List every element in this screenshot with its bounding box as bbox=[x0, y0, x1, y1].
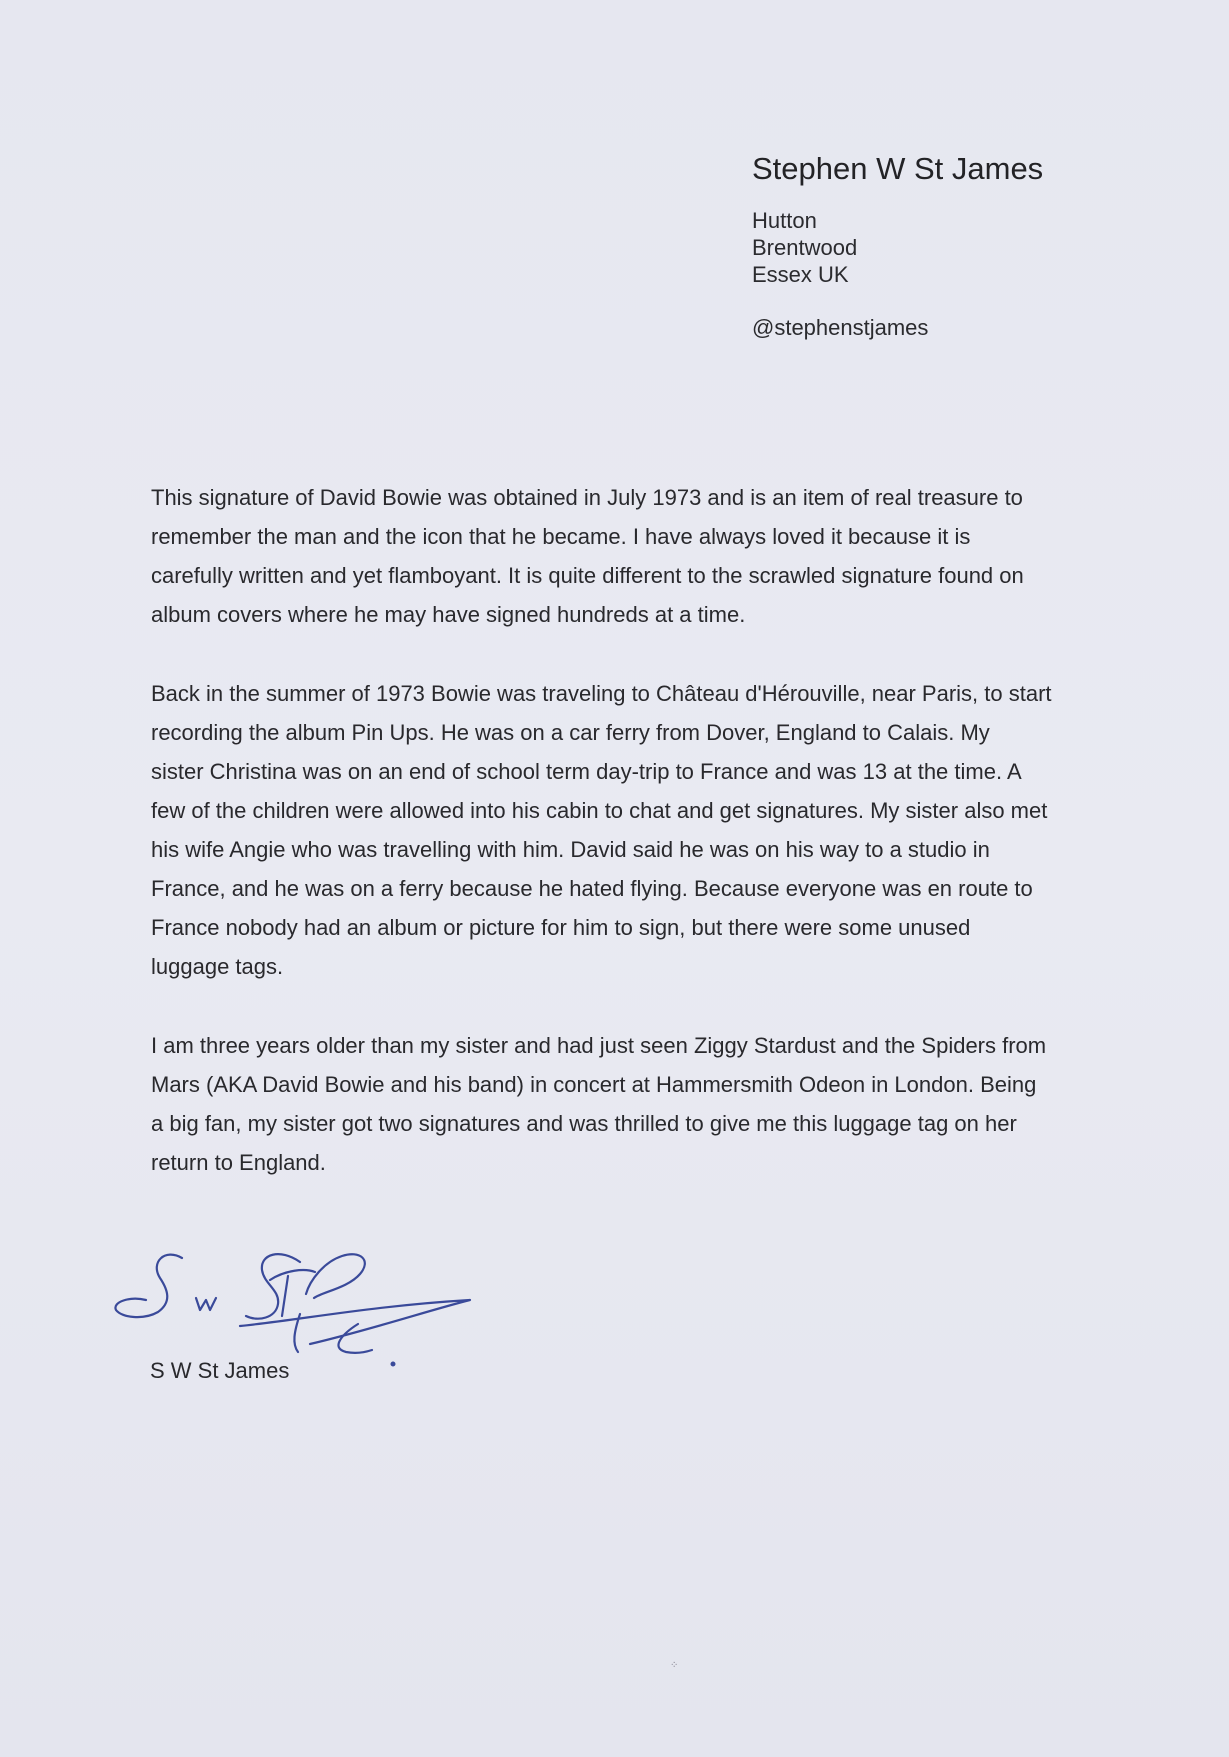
letterhead bbox=[752, 150, 1172, 341]
sender-address bbox=[752, 207, 1172, 288]
address-line-county: Essex UK bbox=[752, 262, 849, 288]
paragraph-line: his wife Angie who was travelling with him. David said he was on his way to a studio in bbox=[151, 837, 990, 862]
paragraph-line: return to England. bbox=[151, 1150, 326, 1175]
paragraph-line: few of the children were allowed into his cabin to chat and get signatures. My sister also met bbox=[151, 798, 1048, 823]
paragraph-line: sister Christina was on an end of school term day-trip to France and was 13 at the time. A bbox=[151, 759, 1022, 784]
paragraph-line: Back in the summer of 1973 Bowie was traveling to Château d'Hérouville, near Paris, to start bbox=[151, 681, 1052, 706]
paragraph-line: This signature of David Bowie was obtained in July 1973 and is an item of real treasure to bbox=[151, 485, 1023, 510]
printed-signatory-name: S W St James bbox=[150, 1358, 290, 1383]
address-line-city: Brentwood bbox=[752, 235, 858, 261]
paragraph-line: Mars (AKA David Bowie and his band) in concert at Hammersmith Odeon in London. Being bbox=[151, 1072, 1037, 1097]
paragraph-line: carefully written and yet flamboyant. It is quite different to the scrawled signature found on bbox=[151, 563, 1024, 588]
social-handle: @stephenstjames bbox=[752, 315, 929, 341]
address-line-town: Hutton bbox=[752, 208, 817, 234]
paragraph-line: album covers where he may have signed hundreds at a time. bbox=[151, 602, 746, 627]
paragraph-3 bbox=[151, 1026, 1111, 1182]
sender-name: Stephen W St James bbox=[752, 151, 1044, 186]
letter-body bbox=[151, 478, 1111, 1222]
paragraph-1 bbox=[151, 478, 1111, 634]
paragraph-line: I am three years older than my sister and had just seen Ziggy Stardust and the Spiders from bbox=[151, 1033, 1047, 1058]
paragraph-line: luggage tags. bbox=[151, 954, 284, 979]
paragraph-line: recording the album Pin Ups. He was on a car ferry from Dover, England to Calais. My bbox=[151, 720, 990, 745]
paragraph-2 bbox=[151, 674, 1111, 986]
paragraph-line: France nobody had an album or picture for him to sign, but there were some unused bbox=[151, 915, 971, 940]
paper-speck: ⁘ bbox=[670, 1660, 679, 1671]
paragraph-line: remember the man and the icon that he became. I have always loved it because it is bbox=[151, 524, 971, 549]
paragraph-line: a big fan, my sister got two signatures and was thrilled to give me this luggage tag on her bbox=[151, 1111, 1017, 1136]
paragraph-line: France, and he was on a ferry because he hated flying. Because everyone was en route to bbox=[151, 876, 1033, 901]
